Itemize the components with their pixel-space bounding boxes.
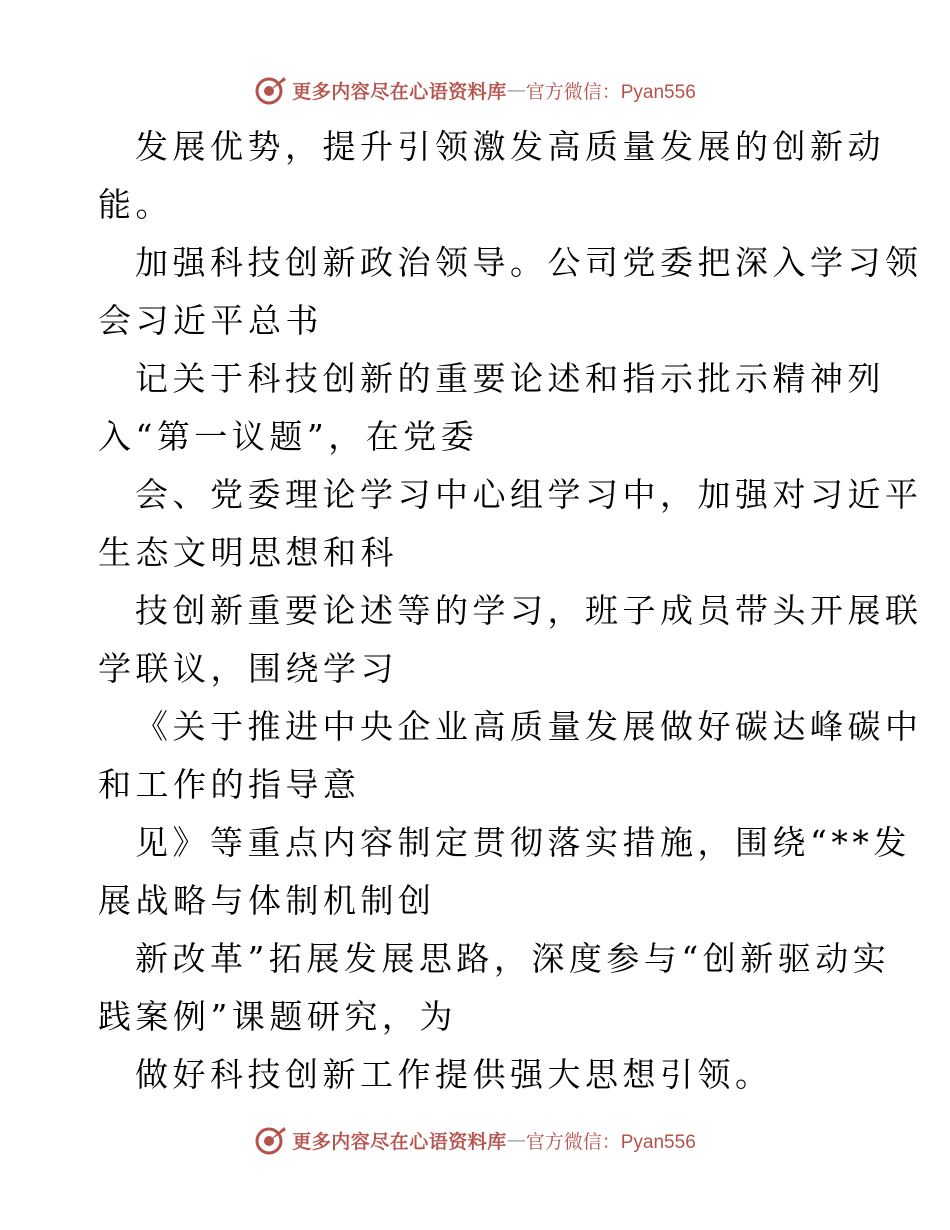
- watermark-separator: —: [506, 1129, 526, 1151]
- text-line: 能。: [98, 185, 173, 224]
- watermark-contact-text: 官方微信：Pyan556: [525, 1131, 696, 1153]
- text-line: 记关于科技创新的重要论述和指示批示精神列: [135, 359, 885, 398]
- text-line: 《关于推进中央企业高质量发展做好碳达峰碳中: [135, 707, 923, 746]
- text-line: 入“第一议题”，在党委: [98, 417, 479, 456]
- document-body: [98, 118, 923, 1104]
- pen-logo-icon: [254, 1123, 288, 1157]
- header-watermark: [0, 70, 950, 110]
- text-line: 新改革”拓展发展思路，深度参与“创新驱动实: [135, 939, 891, 978]
- text-line: 和工作的指导意: [98, 765, 361, 804]
- text-line: 践案例”课题研究，为: [98, 997, 457, 1036]
- text-line: 做好科技创新工作提供强大思想引领。: [135, 1055, 773, 1094]
- text-line: 生态文明思想和科: [98, 533, 398, 572]
- text-line: 会习近平总书: [98, 301, 323, 340]
- watermark-contact-text: 官方微信：Pyan556: [525, 81, 696, 103]
- watermark-separator: —: [506, 79, 526, 101]
- text-line: 加强科技创新政治领导。公司党委把深入学习领: [135, 243, 923, 282]
- text-line: 会、党委理论学习中心组学习中，加强对习近平: [135, 475, 923, 514]
- text-line: 技创新重要论述等的学习，班子成员带头开展联: [135, 591, 923, 630]
- text-line: 见》等重点内容制定贯彻落实措施，围绕“**发: [135, 823, 911, 862]
- watermark-lead-text: 更多内容尽在心语资料库: [292, 80, 507, 103]
- pen-logo-icon: [254, 73, 288, 107]
- text-line: 学联议，围绕学习: [98, 649, 398, 688]
- text-line: 展战略与体制机制创: [98, 881, 436, 920]
- watermark-lead-text: 更多内容尽在心语资料库: [292, 1130, 507, 1153]
- footer-watermark: [0, 1120, 950, 1160]
- text-line: 发展优势，提升引领激发高质量发展的创新动: [135, 127, 885, 166]
